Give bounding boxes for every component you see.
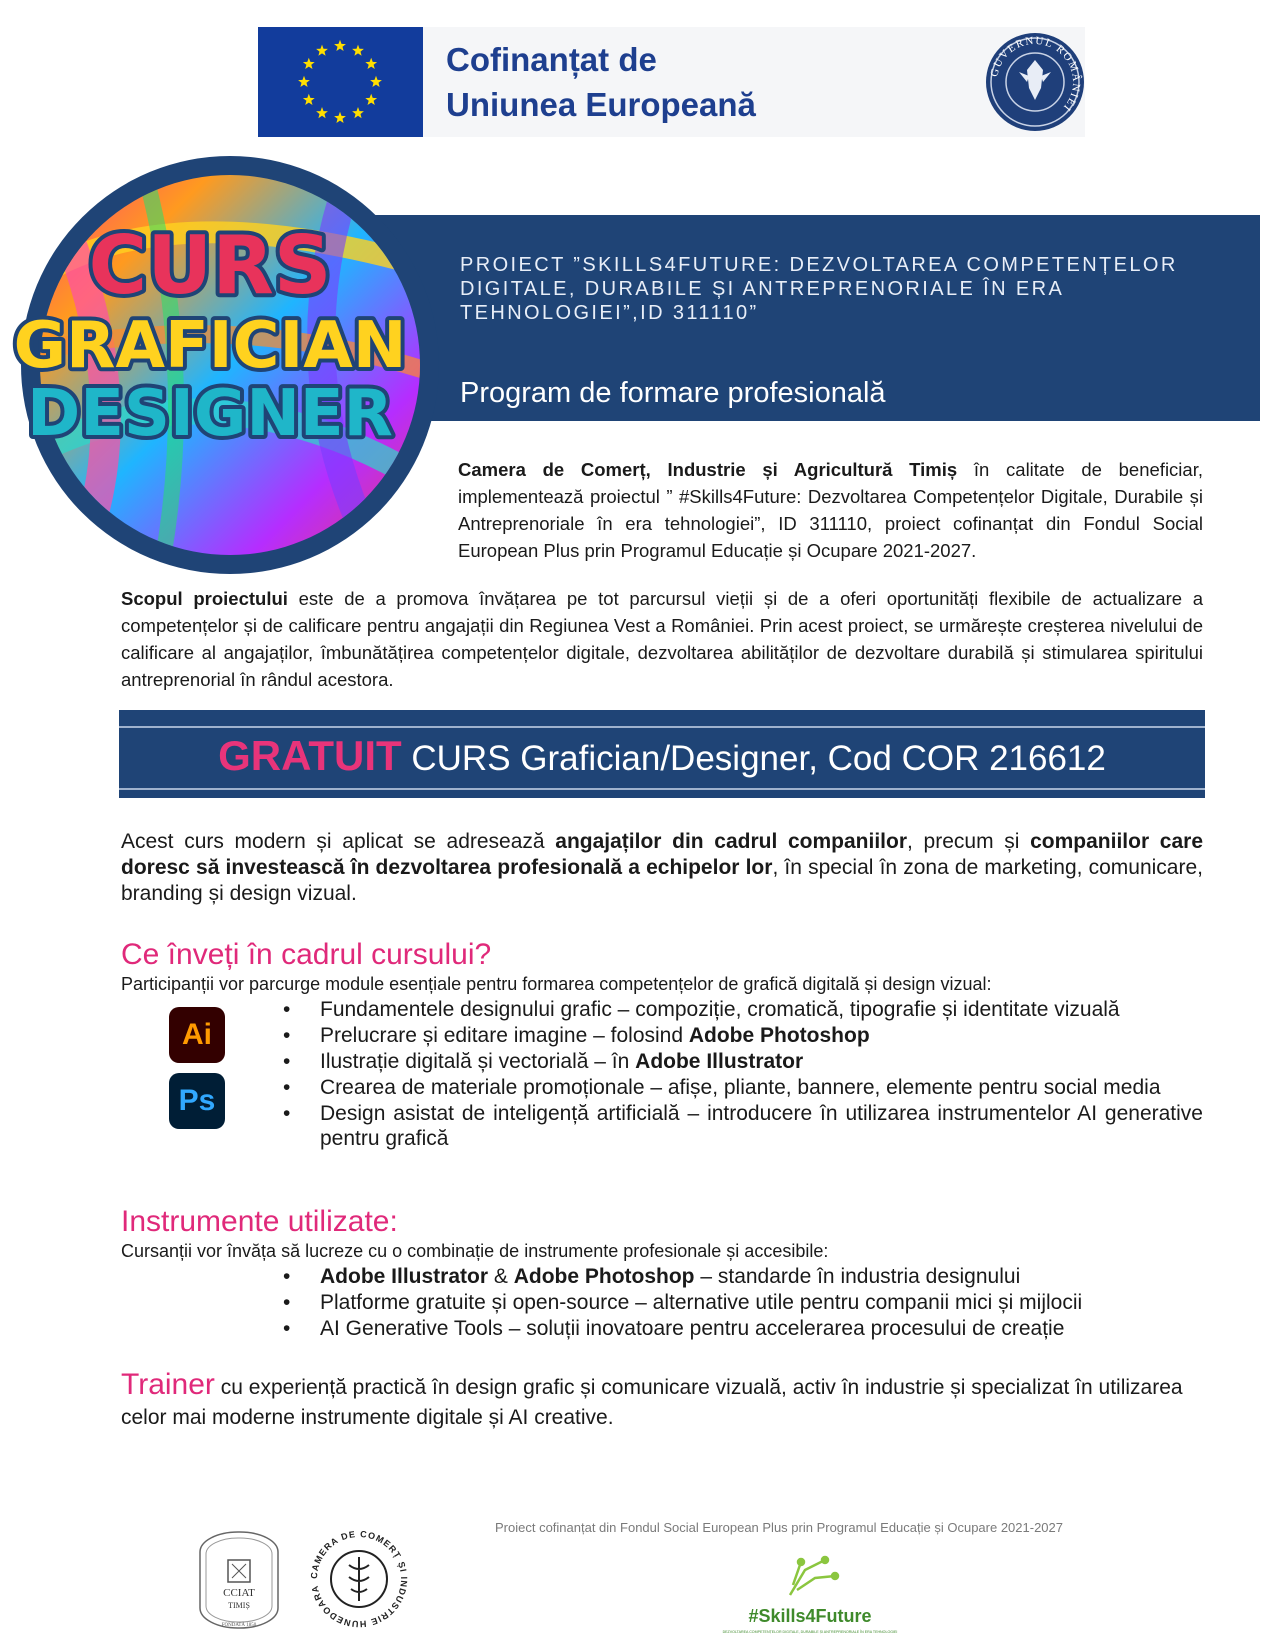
list-item-text: Design asistat de inteligență artificială – introducere în utilizarea instrumentelor AI generative pentru grafică: [320, 1102, 1203, 1150]
gov-seal-text: GUVERNUL ROMÂNIEI: [988, 34, 1083, 115]
skills-tagline: DEZVOLTAREA COMPETENȚELOR DIGITALE, DURABILE ȘI ANTREPRENORIALE ÎN ERA TEHNOLOGIEI: [722, 1630, 898, 1634]
circle-line-3: DESIGNER: [27, 377, 393, 451]
intro-paragraph: [458, 456, 1203, 564]
eu-line-2: Uniunea Europeană: [446, 86, 756, 123]
course-circle-badge: [13, 155, 440, 575]
circle-line-1: CURS: [88, 219, 332, 312]
tool-desc: – standarde în industria designului: [694, 1265, 1021, 1288]
trainer-label: Trainer: [121, 1368, 215, 1401]
list-item: [283, 1023, 1203, 1048]
tool-illustrator: Adobe Illustrator: [320, 1265, 489, 1288]
list-item: [283, 1316, 1203, 1341]
project-title: PROIECT ”SKILLS4FUTURE: DEZVOLTAREA COMPETENȚELOR DIGITALE, DURABILE ȘI ANTREPRENORIALE ÎN ERA TEHNOLOGIEI”,ID 311110”: [460, 254, 1178, 324]
skills4future-logo: [722, 1540, 898, 1640]
audience-text-2: , precum și: [907, 830, 1031, 853]
tools-heading: Instrumente utilizate:: [121, 1205, 398, 1238]
trainer-text: cu experiență practică în design grafic și comunicare vizuală, activ în industrie și specializat în utilizarea celor mai moderne instrumente digitale și AI creative.: [121, 1376, 1183, 1429]
footer-funding-note: Proiect cofinanțat din Fondul Social European Plus prin Programul Educație și Ocupare 2021-2027: [495, 1520, 1064, 1535]
program-title: Program de formare profesională: [460, 377, 886, 409]
list-item: [283, 1264, 1203, 1289]
scope-label: Scopul proiectului: [121, 588, 288, 609]
eu-flag-icon: [258, 27, 423, 137]
list-item-text: Platforme gratuite și open-source – alternative utile pentru companii mici și mijlocii: [320, 1291, 1083, 1314]
banner-rule-bottom: [119, 788, 1205, 790]
tools-list: [283, 1264, 1203, 1342]
list-item: [283, 1075, 1203, 1100]
government-logo-panel: [803, 27, 1085, 137]
project-banner: [370, 215, 1260, 421]
hd-ring-text: CAMERA DE COMERȚ ȘI INDUSTRIE HUNEDOARA: [308, 1528, 410, 1630]
audience-text-1: Acest curs modern și aplicat se adresează: [121, 830, 556, 853]
list-item: [283, 997, 1203, 1022]
scope-paragraph: [121, 585, 1203, 693]
cciat-name: CCIAT: [223, 1587, 255, 1599]
learn-list: [283, 997, 1203, 1152]
cci-hunedoara-logo: [305, 1525, 413, 1633]
audience-text-3: , în special în zona de marketing, comunicare, branding și design vizual.: [121, 856, 1203, 905]
list-item-bold: Adobe Illustrator: [635, 1050, 804, 1073]
list-item: [283, 1049, 1203, 1074]
course-name: CURS Grafician/Designer, Cod COR 216612: [401, 739, 1106, 778]
trainer-paragraph: [121, 1370, 1203, 1433]
adobe-illustrator-icon: Ai: [169, 1007, 225, 1063]
list-item-text: AI Generative Tools – soluții inovatoare pentru accelerarea procesului de creație: [320, 1317, 1065, 1340]
course-title: [119, 732, 1205, 780]
eu-cofunding-logo: [258, 27, 803, 137]
list-item: [283, 1290, 1203, 1315]
adobe-photoshop-icon: Ps: [169, 1073, 225, 1129]
eu-line-1: Cofinanțat de: [446, 41, 657, 78]
intro-text: în calitate de beneficiar, implementează proiectul ” #Skills4Future: Dezvoltarea Competențelor Digitale, Durabile și Antreprenoriale în era tehnologiei”, ID 311110, proiect cofinanțat din Fondul Social European Plus prin Programul Educație și Ocupare 2021-2027.: [458, 459, 1203, 561]
list-item-text: Fundamentele designului grafic – compoziție, cromatică, tipografie și identitate vizuală: [320, 998, 1120, 1021]
list-item-text: Prelucrare și editare imagine – folosind: [320, 1024, 689, 1047]
tool-separator: &: [488, 1265, 514, 1288]
free-label: GRATUIT: [218, 732, 402, 779]
circle-line-2: GRAFICIAN: [13, 309, 407, 383]
scope-text: este de a promova învățarea pe tot parcursul vieții și de a oferi oportunități flexibile de actualizare a competențelor și de calificare pentru angajații din Regiunea Vest a României. Prin acest proiect, se urmărește creșterea nivelului de calificare al angajaților, îmbunătățirea competențelor digitale, dezvoltarea abilităților de dezvoltare durabilă și stimularea spiritului antreprenorial în rândul acestora.: [121, 588, 1203, 690]
romanian-government-seal-icon: [983, 30, 1087, 134]
audience-bold-2: companiilor care doresc să investească în dezvoltarea profesională a echipelor lor: [121, 830, 1203, 879]
cciat-timis-logo: [198, 1530, 280, 1630]
eu-cofunding-text: [446, 37, 756, 127]
tools-subtitle: Cursanții vor învăța să lucreze cu o combinație de instrumente profesionale și accesibile:: [121, 1241, 829, 1261]
beneficiary-name: Camera de Comerț, Industrie și Agricultură Timiș: [458, 459, 958, 480]
cciat-founded: FONDATĂ 1850: [221, 1623, 257, 1628]
list-item-bold: Adobe Photoshop: [688, 1024, 870, 1047]
audience-paragraph: [121, 829, 1203, 907]
audience-bold-1: angajaților din cadrul companiilor: [555, 830, 908, 853]
list-item-text: Ilustrație digitală și vectorială – în: [320, 1050, 636, 1073]
skills-wordmark: #Skills4Future: [748, 1606, 872, 1626]
learn-heading: Ce înveți în cadrul cursului?: [121, 938, 492, 971]
list-item-text: Crearea de materiale promoționale – afișe, pliante, bannere, elemente pentru social media: [320, 1076, 1161, 1099]
cciat-city: TIMIȘ: [228, 1601, 250, 1610]
course-title-banner: [119, 710, 1205, 798]
list-item: [283, 1101, 1203, 1151]
tool-photoshop: Adobe Photoshop: [513, 1265, 695, 1288]
learn-subtitle: Participanții vor parcurge module esențiale pentru formarea competențelor de grafică digitală și design vizual:: [121, 974, 992, 994]
banner-rule-top: [119, 726, 1205, 728]
